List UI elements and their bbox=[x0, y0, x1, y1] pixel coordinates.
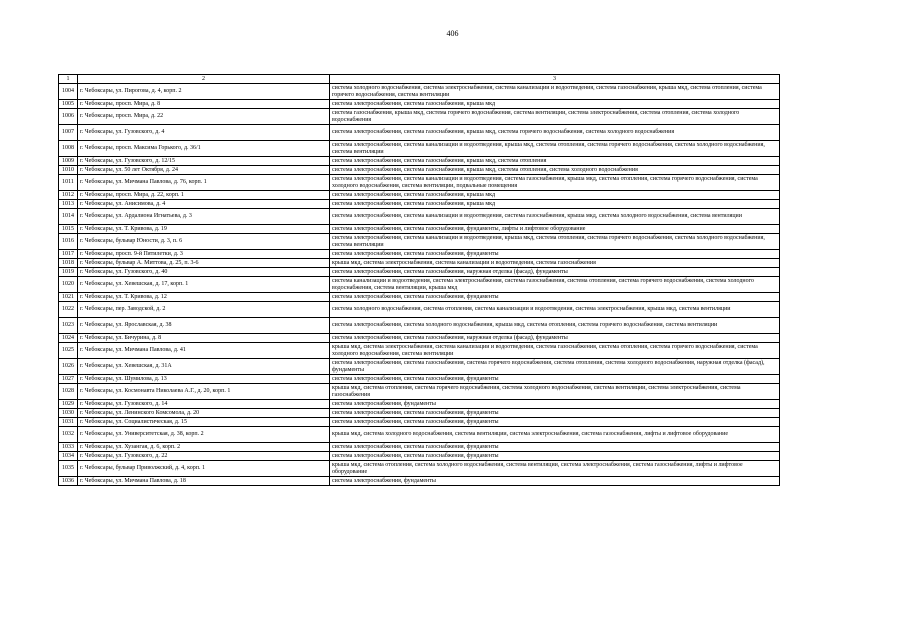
row-number: 1009 bbox=[59, 157, 78, 166]
row-number: 1008 bbox=[59, 141, 78, 157]
table-row bbox=[59, 477, 780, 486]
row-works: крыша мкд, система холодного водоснабжения, система вентиляции, система электроснабжения, система газоснабжения, лифты и лифтовое оборудование bbox=[330, 427, 780, 443]
row-works: крыша мкд, система отопления, система холодного водоснабжения, система вентиляции, система электроснабжения, система газоснабжения, лифты и лифтовое оборудование bbox=[330, 461, 780, 477]
header-col-1: 1 bbox=[59, 75, 78, 84]
row-number: 1018 bbox=[59, 259, 78, 268]
table-row bbox=[59, 250, 780, 259]
row-address: г. Чебоксары, ул. Анисимова, д. 4 bbox=[78, 200, 330, 209]
row-address: г. Чебоксары, ул. Ленинского Комсомола, д. 20 bbox=[78, 409, 330, 418]
row-number: 1013 bbox=[59, 200, 78, 209]
row-works: крыша мкд, система электроснабжения, система канализации и водоотведения, система газоснабжения bbox=[330, 259, 780, 268]
row-number: 1020 bbox=[59, 277, 78, 293]
row-works: система электроснабжения, система газоснабжения, крыша мкд bbox=[330, 191, 780, 200]
row-number: 1025 bbox=[59, 343, 78, 359]
row-number: 1017 bbox=[59, 250, 78, 259]
table-row bbox=[59, 125, 780, 141]
row-works: система электроснабжения, система канализации и водоотведения, система газоснабжения, крыша мкд, система холодного водоснабжения, система вентиляции bbox=[330, 209, 780, 225]
row-number: 1016 bbox=[59, 234, 78, 250]
row-address: г. Чебоксары, ул. 50 лет Октября, д. 24 bbox=[78, 166, 330, 175]
row-works: система электроснабжения, система канализации и водоотведения, крыша мкд, система отопления, система горячего водоснабжения, система холодного водоснабжения, система вентиляции bbox=[330, 234, 780, 250]
row-number: 1033 bbox=[59, 443, 78, 452]
row-address: г. Чебоксары, ул. Гузовского, д. 14 bbox=[78, 400, 330, 409]
row-works: система электроснабжения, система канализации и водоотведения, система газоснабжения, крыша мкд, система отопления, система горячего водоснабжения, система холодного водоснабжения, система вентиляции, подвальные помещения bbox=[330, 175, 780, 191]
table-row bbox=[59, 277, 780, 293]
table-row bbox=[59, 100, 780, 109]
row-works: система электроснабжения, система газоснабжения, фундаменты bbox=[330, 293, 780, 302]
table-row bbox=[59, 109, 780, 125]
row-works: система электроснабжения, система газоснабжения, крыша мкд bbox=[330, 100, 780, 109]
table-row bbox=[59, 384, 780, 400]
header-col-2: 2 bbox=[78, 75, 330, 84]
row-works: система электроснабжения, фундаменты bbox=[330, 400, 780, 409]
row-number: 1023 bbox=[59, 318, 78, 334]
row-works: система электроснабжения, система газоснабжения, крыша мкд, система отопления bbox=[330, 157, 780, 166]
row-number: 1035 bbox=[59, 461, 78, 477]
row-address: г. Чебоксары, ул. Гузовского, д. 4 bbox=[78, 125, 330, 141]
row-address: г. Чебоксары, просп. Мира, д. 8 bbox=[78, 100, 330, 109]
row-works: система газоснабжения, крыша мкд, система горячего водоснабжения, система вентиляции, система электроснабжения, система отопления, система холодного водоснабжения bbox=[330, 109, 780, 125]
row-number: 1032 bbox=[59, 427, 78, 443]
row-works: система электроснабжения, система газоснабжения, крыша мкд, система горячего водоснабжения, система холодного водоснабжения bbox=[330, 125, 780, 141]
row-works: система холодного водоснабжения, система отопления, система канализации и водоотведения, система электроснабжения, крыша мкд, система вентиляции bbox=[330, 302, 780, 318]
table-row bbox=[59, 302, 780, 318]
row-address: г. Чебоксары, бульвар Приволжский, д. 4, корп. 1 bbox=[78, 461, 330, 477]
row-number: 1029 bbox=[59, 400, 78, 409]
works-table bbox=[58, 74, 780, 486]
row-number: 1006 bbox=[59, 109, 78, 125]
table-row bbox=[59, 225, 780, 234]
table-row bbox=[59, 318, 780, 334]
table-row bbox=[59, 293, 780, 302]
row-number: 1024 bbox=[59, 334, 78, 343]
row-works: система электроснабжения, система газоснабжения, фундаменты bbox=[330, 452, 780, 461]
row-address: г. Чебоксары, ул. Мичмана Павлова, д. 76, корп. 1 bbox=[78, 175, 330, 191]
row-number: 1019 bbox=[59, 268, 78, 277]
row-number: 1036 bbox=[59, 477, 78, 486]
row-address: г. Чебоксары, ул. Университетская, д. 38, корп. 2 bbox=[78, 427, 330, 443]
table-row bbox=[59, 157, 780, 166]
row-works: система электроснабжения, система газоснабжения, фундаменты bbox=[330, 443, 780, 452]
row-number: 1005 bbox=[59, 100, 78, 109]
row-works: система электроснабжения, фундаменты bbox=[330, 477, 780, 486]
page-number: 406 bbox=[446, 29, 459, 38]
row-works: крыша мкд, система электроснабжения, система канализации и водоотведения, система газоснабжения, система отопления, система горячего водоснабжения, система холодного водоснабжения, система вентиляции bbox=[330, 343, 780, 359]
row-works: система электроснабжения, система газоснабжения, наружная отделка (фасад), фундаменты bbox=[330, 334, 780, 343]
row-works: система холодного водоснабжения, система электроснабжения, система канализации и водоотведения, система газоснабжения, крыша мкд, система отопления, система горячего водоснабжения, система вентиляции bbox=[330, 84, 780, 100]
row-address: г. Чебоксары, ул. Хевешская, д. 17, корп. 1 bbox=[78, 277, 330, 293]
table-row bbox=[59, 141, 780, 157]
row-number: 1030 bbox=[59, 409, 78, 418]
row-works: система электроснабжения, система газоснабжения, фундаменты bbox=[330, 418, 780, 427]
table-row bbox=[59, 234, 780, 250]
table-row bbox=[59, 259, 780, 268]
table-row bbox=[59, 175, 780, 191]
row-works: система электроснабжения, система газоснабжения, система горячего водоснабжения, система отопления, система холодного водоснабжения, наружная отделка (фасад), фундаменты bbox=[330, 359, 780, 375]
row-address: г. Чебоксары, ул. Ардалиона Игнатьева, д. 3 bbox=[78, 209, 330, 225]
row-number: 1012 bbox=[59, 191, 78, 200]
row-number: 1010 bbox=[59, 166, 78, 175]
row-works: система электроснабжения, система газоснабжения, крыша мкд, система отопления, система холодного водоснабжения bbox=[330, 166, 780, 175]
row-address: г. Чебоксары, ул. Ярославская, д. 38 bbox=[78, 318, 330, 334]
row-number: 1004 bbox=[59, 84, 78, 100]
table-row bbox=[59, 166, 780, 175]
row-works: система электроснабжения, система газоснабжения, фундаменты, лифты и лифтовое оборудование bbox=[330, 225, 780, 234]
row-address: г. Чебоксары, ул. Гузовского, д. 22 bbox=[78, 452, 330, 461]
row-address: г. Чебоксары, ул. Хевешская, д. 31А bbox=[78, 359, 330, 375]
row-address: г. Чебоксары, ул. Шумилова, д. 13 bbox=[78, 375, 330, 384]
table-row bbox=[59, 334, 780, 343]
row-number: 1031 bbox=[59, 418, 78, 427]
row-address: г. Чебоксары, ул. Космонавта Николаева А.Г., д. 20, корп. 1 bbox=[78, 384, 330, 400]
row-address: г. Чебоксары, просп. Максима Горького, д. 36/1 bbox=[78, 141, 330, 157]
row-works: система электроснабжения, система газоснабжения, фундаменты bbox=[330, 250, 780, 259]
table-row bbox=[59, 343, 780, 359]
row-address: г. Чебоксары, ул. Хузангая, д. 6, корп. 2 bbox=[78, 443, 330, 452]
row-number: 1011 bbox=[59, 175, 78, 191]
table-row bbox=[59, 418, 780, 427]
row-address: г. Чебоксары, бульвар Юности, д. 3, п. 6 bbox=[78, 234, 330, 250]
row-works: система электроснабжения, система газоснабжения, наружная отделка (фасад), фундаменты bbox=[330, 268, 780, 277]
table-row bbox=[59, 84, 780, 100]
table-row bbox=[59, 452, 780, 461]
table-row bbox=[59, 200, 780, 209]
row-address: г. Чебоксары, просп. Мира, д. 22 bbox=[78, 109, 330, 125]
header-col-3: 3 bbox=[330, 75, 780, 84]
row-number: 1015 bbox=[59, 225, 78, 234]
table-row bbox=[59, 268, 780, 277]
row-number: 1007 bbox=[59, 125, 78, 141]
row-works: система электроснабжения, система газоснабжения, фундаменты bbox=[330, 375, 780, 384]
row-address: г. Чебоксары, ул. Гузовского, д. 40 bbox=[78, 268, 330, 277]
table-row bbox=[59, 461, 780, 477]
row-number: 1021 bbox=[59, 293, 78, 302]
header-row bbox=[59, 75, 780, 84]
table-row bbox=[59, 409, 780, 418]
row-address: г. Чебоксары, ул. Социалистическая, д. 15 bbox=[78, 418, 330, 427]
table-row bbox=[59, 359, 780, 375]
row-works: система канализации и водоотведения, система электроснабжения, система газоснабжения, система отопления, система горячего водоснабжения, система холодного водоснабжения, система вентиляции, крыша мкд bbox=[330, 277, 780, 293]
row-address: г. Чебоксары, бульвар А. Миттова, д. 25, п. 3-6 bbox=[78, 259, 330, 268]
row-works: система электроснабжения, система холодного водоснабжения, крыша мкд, система отопления, система горячего водоснабжения, система вентиляции bbox=[330, 318, 780, 334]
row-works: система электроснабжения, система газоснабжения, фундаменты bbox=[330, 409, 780, 418]
table-row bbox=[59, 209, 780, 225]
row-address: г. Чебоксары, ул. Мичмана Павлова, д. 41 bbox=[78, 343, 330, 359]
row-works: система электроснабжения, система газоснабжения, крыша мкд bbox=[330, 200, 780, 209]
row-number: 1014 bbox=[59, 209, 78, 225]
row-number: 1034 bbox=[59, 452, 78, 461]
table-row bbox=[59, 400, 780, 409]
table-row bbox=[59, 375, 780, 384]
row-address: г. Чебоксары, пер. Заводской, д. 2 bbox=[78, 302, 330, 318]
row-address: г. Чебоксары, ул. Мичмана Павлова, д. 18 bbox=[78, 477, 330, 486]
row-address: г. Чебоксары, ул. Т. Кривова, д. 19 bbox=[78, 225, 330, 234]
row-works: крыша мкд, система отопления, система горячего водоснабжения, система холодного водоснабжения, система вентиляции, система электроснабжения, система газоснабжения bbox=[330, 384, 780, 400]
row-address: г. Чебоксары, ул. Т. Кривова, д. 12 bbox=[78, 293, 330, 302]
row-address: г. Чебоксары, просп. Мира, д. 22, корп. 1 bbox=[78, 191, 330, 200]
table-body bbox=[59, 75, 780, 486]
table-row bbox=[59, 443, 780, 452]
row-number: 1026 bbox=[59, 359, 78, 375]
table-row bbox=[59, 427, 780, 443]
table-row bbox=[59, 191, 780, 200]
row-address: г. Чебоксары, ул. Бичурина, д. 8 bbox=[78, 334, 330, 343]
row-number: 1022 bbox=[59, 302, 78, 318]
row-address: г. Чебоксары, просп. 9-й Пятилетки, д. 3 bbox=[78, 250, 330, 259]
row-works: система электроснабжения, система канализации и водоотведения, крыша мкд, система отопления, система горячего водоснабжения, система холодного водоснабжения, система вентиляции bbox=[330, 141, 780, 157]
row-address: г. Чебоксары, ул. Пирогова, д. 4, корп. 2 bbox=[78, 84, 330, 100]
row-number: 1028 bbox=[59, 384, 78, 400]
row-number: 1027 bbox=[59, 375, 78, 384]
row-address: г. Чебоксары, ул. Гузовского, д. 12/15 bbox=[78, 157, 330, 166]
